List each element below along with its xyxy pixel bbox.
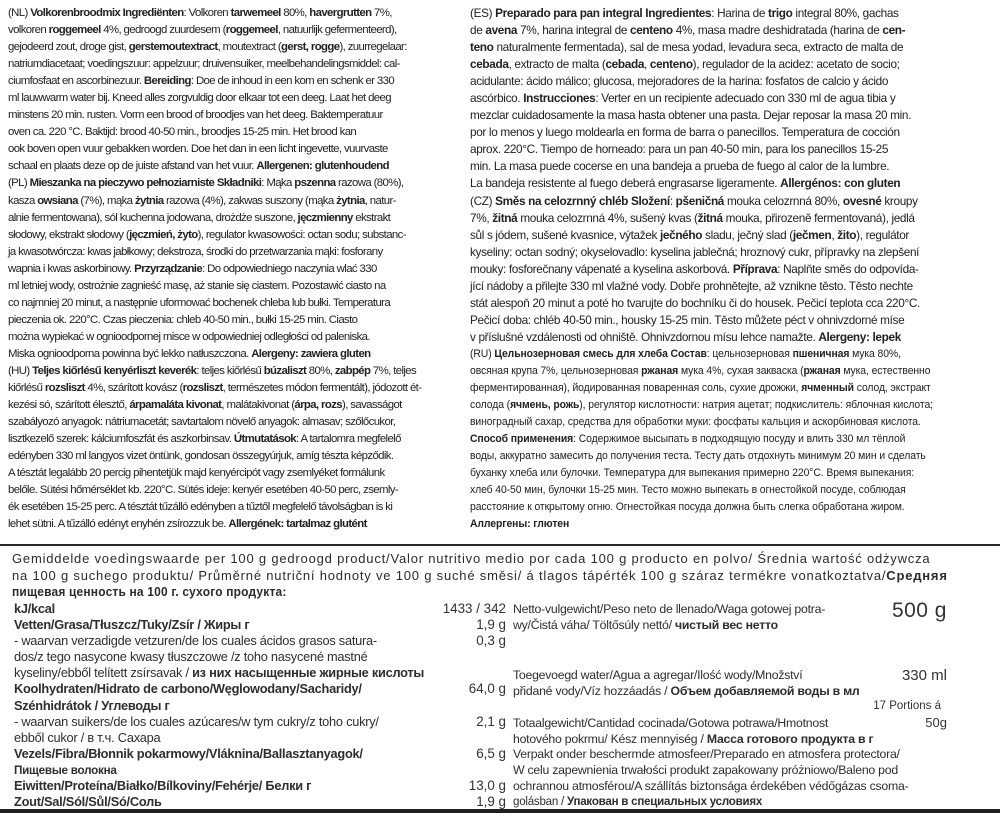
ingredients-text-line: расстояние к открытому огню. Огнестойкая посуда должна быть слегка обработана жиром. xyxy=(470,501,905,514)
ingredients-text-line: natriumdiacetaat; voedingszuur: appelzuur; druivensuiker, meelbehandelingsmiddel: cal- xyxy=(8,58,400,71)
nutrition-row-value: 1433 / 342 xyxy=(442,601,506,616)
nutrition-row-label xyxy=(14,633,425,681)
nutrition-label-line: ebből cukor / в т.ч. Сахара xyxy=(14,729,161,745)
net-weight-label-line: Netto-vulgewicht/Peso neto de llenado/Waga gotowej potra- xyxy=(513,602,826,616)
ingredients-text-line: Способ применения: Содержимое высыпать в подходящую посуду и влить 330 мл тёплой xyxy=(470,433,906,446)
ingredients-text-line: schaal en plaats deze op de juiste afstand van het vuur. Allergenen: glutenhoudend xyxy=(8,160,389,173)
ingredients-text-line: volkoren roggemeel 4%, gedroogd zuurdesem (roggemeel, natuurlijk gefermenteerd), xyxy=(8,24,397,37)
ingredients-text-line: овсяная крупа 7%, цельнозерновая ржаная мука 4%, сухая закваска (ржаная мука, естественно xyxy=(470,364,931,377)
net-weight-row xyxy=(513,601,947,633)
nutrition-row-label xyxy=(14,794,414,810)
nutrition-label-line: - waarvan verzadigde vetzuren/de los cuales ácidos grasos satura- xyxy=(14,633,377,649)
ingredients-text-line: kezési só, szárított élesztő, árpamaláta kivonat, malátakivonat (árpa, rozs), savasságot xyxy=(8,399,402,412)
ingredients-text-line: воды, аккуратно замесить до получения теста. Тесту дать отдохнуть минимум 20 мин и сделать xyxy=(470,450,926,463)
ingredients-text-line: lehet sütni. A tűzálló edényt enyhén zsírozzuk be. Allergének: tartalmaz glutént xyxy=(8,518,367,531)
ingredients-text-line: gejodeerd zout, droge gist, gerstemoutextract, moutextract (gerst, rogge), zuurregelaar: xyxy=(8,41,407,54)
ingredients-text-line: szabályozó anyagok: nátriumacetát; savtartalom növelő anyagok: almasav; szőlőcukor, xyxy=(8,416,396,429)
ingredients-text-line: minstens 20 min. rusten. Vorm een brood of broodjes van het deeg. Baktemperatuur xyxy=(8,109,383,122)
ingredients-text-line: acidulante: ácido málico; glucosa, mejoradores de la harina: fosfatos de calcio y ácido xyxy=(470,74,889,89)
ingredients-text-line: oven ca. 220 °C. Baktijd: brood 40-50 min., broodjes 15-25 min. Het brood kan xyxy=(8,126,357,139)
ingredients-text-line: por lo menos y luego moldearla en forma de barra o panecillos. Temperatura de cocción xyxy=(470,125,900,140)
nutrition-label-line: Vetten/Grasa/Tłuszcz/Tuky/Zsír / Жиры г xyxy=(14,617,250,633)
nutrition-label-line: Vezels/Fibra/Błonnik pokarmowy/Vláknina/Ballasztanyagok/ xyxy=(14,745,363,761)
nutrition-row-value: 1,9 g xyxy=(476,617,506,633)
total-weight-label xyxy=(513,715,873,747)
total-weight-label-line: Totaalgewicht/Cantidad cocinada/Gotowa potrawa/Hmotnost xyxy=(513,716,829,730)
nutrition-section xyxy=(0,549,1000,809)
bottom-border-rule xyxy=(0,809,1000,813)
ingredients-text-line: (ES) Preparado para pan integral Ingredientes: Harina de trigo integral 80%, gachas xyxy=(470,6,899,20)
nutrition-row-label xyxy=(14,617,414,633)
nutrition-row-salt xyxy=(14,794,506,810)
total-weight-value: 50g xyxy=(925,715,947,730)
nutrition-label-line: Пищевые волокна xyxy=(14,762,117,777)
ingredients-text-line: mouky: fosforečnany vápenaté a kyselina askorbová. Příprava: Naplňte směs do odpovída- xyxy=(470,261,919,276)
nutrition-row-sugars xyxy=(14,714,506,746)
ingredients-text-line: kiőrlésű rozsliszt 4%, szárított kovász (rozsliszt, természetes módon fermentált), jódozott ét- xyxy=(8,382,422,395)
ingredients-text-line: ja kwasotwórcza: kwas jabłkowy; dekstroza, środki do przetwarzania mąki: fosforany xyxy=(8,245,383,258)
nutrition-label-line: Szénhidrátok / Углеводы г xyxy=(14,697,170,713)
nutrition-row-label xyxy=(14,601,414,617)
ingredients-text-line: cebada, extracto de malta (cebada, centeno), regulador de la acidez: acetato de socio; xyxy=(470,57,900,72)
ingredients-text-line: wapnia i kwas askorbinowy. Przyrządzanie: Do odpowiedniego naczynia wlać 330 xyxy=(8,262,377,275)
added-water-value: 330 ml xyxy=(901,667,947,684)
nutrition-row-value: 64,0 g xyxy=(468,681,506,697)
net-weight-label xyxy=(513,601,825,633)
nutrition-label-line: - waarvan suikers/de los cuales azúcares/w tym cukry/z toho cukry/ xyxy=(14,713,379,729)
nutrition-label-line: Eiwitten/Proteína/Białko/Bílkoviny/Fehérje/ Белки г xyxy=(14,778,312,794)
nutrition-label-line: dos/z tego nasycone kwasy tłuszczowe /z toho nasycené mastné xyxy=(14,649,368,665)
ingredients-text-line: (RU) Цельнозерновая смесь для хлеба Состав: цельнозерновая пшеничная мука 80%, xyxy=(470,347,901,360)
ingredients-text-line: edényben 330 ml langyos vizet öntünk, gondosan összegyúrjuk, amíg tészta képződik. xyxy=(8,450,394,463)
ingredients-text-line: jící nádoby a přilejte 330 ml vlažné vody. Dobře prohnětejte, až vznikne těsto. Těsto nechte xyxy=(470,278,913,293)
ingredients-text-line: (PL) Mieszanka na pieczywo pełnoziarniste Składniki: Mąka pszenna razowa (80%), xyxy=(8,177,404,190)
ingredients-text-line: (CZ) Směs na celozrnný chléb Složení: pšeničná mouka celozrnná 80%, ovesné kroupy xyxy=(470,193,918,208)
nutrition-row-value: 0,3 g xyxy=(476,633,506,649)
ingredients-text-line: min. La masa puede cocerse en una bandeja a prueba de fuego al calor de la lumbre. xyxy=(470,159,890,174)
ingredients-text-line: ферментированная), йодированная поваренная соль, сухие дрожжи, ячменный солод, экстракт xyxy=(470,382,931,395)
nutrition-row-energy xyxy=(14,601,506,617)
nutrition-row-fibre xyxy=(14,746,506,778)
ingredients-text-line: ék esetében 15-25 perc. A tésztát tűzálló edényben a tűztől megfelelő távolságban is ki xyxy=(8,501,393,514)
nutrition-row-value: 1,9 g xyxy=(476,794,506,810)
ingredients-text-line: de avena 7%, harina integral de centeno 4%, masa madre deshidratada (harina de cen- xyxy=(470,23,906,38)
nutrition-row-value: 6,5 g xyxy=(476,745,506,761)
ingredients-text-line: 7%, žitná mouka celozrnná 4%, sušený kvas (žitná mouka, přirozeně fermentovaná), jedlá xyxy=(470,210,915,225)
nutrition-row-label xyxy=(14,746,414,778)
ingredients-text-line: pieczenia ok. 220°C. Czas pieczenia: chleb 40-50 min., bułki 15-25 min. Ciasto xyxy=(8,313,358,326)
ingredients-text-line: Pečicí doba: chléb 40-50 min., housky 15-25 min. Těsto můžete péct v ohnivzdorné míse xyxy=(470,312,905,327)
nutrition-label-line: kyseliny/ebből telített zsírsavak / из них насыщенные жирные кислоты xyxy=(14,665,425,681)
section-divider-rule xyxy=(0,544,1000,546)
ingredients-text-line: co najmniej 20 minut, a następnie uformować bochenek chleba lub bułki. Temperatura xyxy=(8,296,391,309)
added-water-label-line: Toegevoegd water/Agua a agregar/Ilość wody/Množství xyxy=(513,668,803,682)
ingredients-text-line: belőle. Sütési hőmérséklet kb. 220°C. Sütés ideje: kenyér esetében 40-50 perc, zsemly- xyxy=(8,484,399,497)
nutrition-header-line: Gemiddelde voedingswaarde per 100 g gedroogd product/Valor nutritivo medio por cada 100 g producto en polvo/ Średnia wartość odżywcza xyxy=(12,551,931,566)
packaging-note-line: Verpakt onder beschermde atmosfeer/Preparado en atmosfera protectora/ xyxy=(513,747,900,761)
ingredients-text-line: v příslušné vzdálenosti od ohniště. Ohnivzdornou mísu lehce namažte. Alergeny: lepek xyxy=(470,329,901,344)
ingredients-text-line: Аллергены: глютен xyxy=(470,518,570,531)
nutrition-header-line: пищевая ценность на 100 г. сухого продукта: xyxy=(12,585,287,600)
ingredients-text-line: Miska ognioodporna powinna być lekko natłuszczona. Alergeny: zawiera gluten xyxy=(8,347,371,360)
nutrition-row-label xyxy=(14,778,414,794)
packaging-note-line: ochrannou atmosférou/A szállítás biztonsága érdekében védőgázas csoma- xyxy=(513,778,909,793)
ingredients-text-line: ascórbico. Instrucciones: Verter en un recipiente adecuado con 330 ml de agua tibia y xyxy=(470,91,896,106)
nutrition-row-value: 2,1 g xyxy=(476,713,506,729)
ingredients-text-line: (HU) Teljes kiőrlésű kenyérliszt keverék: teljes kiőrlésű búzaliszt 80%, zabpép 7%, teljes xyxy=(8,364,417,377)
packaging-note-line: W celu zapewnienia trwałości produkt zapakowany próżniowo/Baleno pod xyxy=(513,762,898,777)
total-weight-label-line: hotového pokrmu/ Kész mennyiség / Масса готового продукта в г xyxy=(513,732,874,746)
ingredients-text-line: alnie fermentowana), sól kuchenna jodowana, drożdże suszone, jęczmienny ekstrakt xyxy=(8,211,391,224)
ingredients-text-line: ook boven open vuur gebakken worden. Doe het dan in een licht ingevette, vuurvaste xyxy=(8,143,388,156)
net-weight-label-line: wy/Čistá váha/ Töltősúly nettó/ чистый вес нетто xyxy=(513,618,778,632)
packaging-note-row xyxy=(513,747,947,810)
ingredients-text-line: солода (ячмень, рожь), регулятор кислотности: натрия ацетат; подкислитель: яблочная кислота; xyxy=(470,399,933,412)
nutrition-row-value: 13,0 g xyxy=(468,778,506,794)
added-water-label xyxy=(513,667,860,699)
nutrition-table xyxy=(14,601,506,810)
packaging-note-line: golásban / Упакован в специальных условиях xyxy=(513,794,763,809)
nutrition-header xyxy=(12,550,996,602)
ingredients-text-line: aprox. 220°C. Tiempo de horneado: para un pan 40-50 min, para los panecillos 15-25 xyxy=(470,142,889,157)
nutrition-row-fat xyxy=(14,617,506,633)
portions-note: 17 Portions á xyxy=(873,700,941,712)
net-weight-value: 500 g xyxy=(891,599,947,622)
nutrition-label-line: kJ/kcal xyxy=(14,601,55,616)
added-water-row xyxy=(513,667,947,699)
nutrition-row-carbohydrate xyxy=(14,681,506,713)
packaging-note-label xyxy=(513,747,908,810)
nutrition-label-line: Koolhydraten/Hidrato de carbono/Węglowodany/Sacharidy/ xyxy=(14,681,362,697)
ingredients-text-line: kyseliny: octan sodný; okyselovadlo: kyselina jablečná; hroznový cukr, přípravky na zlepšení xyxy=(470,244,920,259)
ingredients-text-line: виноградный сахар, средства для обработки муки: фосфаты кальция и аскорбиновая кислота. xyxy=(470,416,921,429)
ingredients-column-left xyxy=(8,5,462,533)
added-water-label-line: přidané vody/Víz hozzáadás / Объем добавляемой воды в мл xyxy=(513,684,860,698)
ingredients-text-line: ml lauwwarm water bij. Kneed alles zorgvuldig door elkaar tot een deeg. Laat het deeg xyxy=(8,92,391,105)
ingredients-text-line: La bandeja resistente al fuego deberá engrasarse ligeramente. Allergénos: con gluten xyxy=(470,176,901,191)
ingredients-text-line: A tésztát legalább 20 percig pihentetjük majd kenyércipót vagy zsemlyéket formálunk xyxy=(8,467,385,480)
ingredients-text-line: kasza owsiana (7%), mąka żytnia razowa (4%), zakwas suszony (mąka żytnia, natur- xyxy=(8,194,396,207)
total-weight-row xyxy=(513,715,947,747)
nutrition-right-column xyxy=(513,601,947,809)
ingredients-text-line: lisztkezelő szerek: kálciumfoszfát és aszkorbinsav. Útmutatások: A tartalomra megfelelő xyxy=(8,433,401,446)
ingredients-text-line: буханку хлеба или булочки. Температура для выпекания примерно 220°C. Время выпекания: xyxy=(470,467,915,480)
nutrition-row-label xyxy=(14,714,414,746)
nutrition-row-label xyxy=(14,681,414,713)
ingredients-text-line: można wypiekać w ognioodpornej misce w odpowiedniej odległości od paleniska. xyxy=(8,330,370,343)
ingredients-text-line: teno naturalmente fermentada), sal de mesa yodad, levadura seca, extracto de malta de xyxy=(470,40,904,55)
ingredients-text-line: słodowy, ekstrakt słodowy (jęczmień, żyto), regulator kwasowości: octan sodu; substanc- xyxy=(8,228,406,241)
ingredients-text-line: ciumfosfaat en ascorbinezuur. Bereiding: Doe de inhoud in een kom en schenk er 330 xyxy=(8,75,395,88)
ingredients-text-line: хлеб 40-50 мин, булочки 15-25 мин. Тесто можно выпекать в огнестойкой посуде, соблюдая xyxy=(470,484,906,497)
ingredients-text-line: ml letniej wody, ostrożnie zagnieść masę, aż stanie się ciastem. Pozostawić ciasto na xyxy=(8,279,386,292)
nutrition-header-line: na 100 g suchego produktu/ Průměrné nutriční hodnoty ve 100 g suché směsi/ á tlagos tápérték 100 g száraz termékre vonatkoztatva/Средняя xyxy=(12,568,948,584)
nutrition-row-saturates xyxy=(14,633,506,681)
ingredients-column-right xyxy=(470,5,996,533)
ingredients-text-line: sůl s jódem, sušené kvasnice, výtažek ječného sladu, ječný slad (ječmen, žito), regulátor xyxy=(470,227,909,242)
nutrition-row-protein xyxy=(14,778,506,794)
nutrition-label-line: Zout/Sal/Sól/Sůl/Só/Соль xyxy=(14,794,162,810)
ingredients-text-line: stát alespoň 20 minut a poté ho tvarujte do bochníku či do housek. Pečicí teplota cca 220°C. xyxy=(470,295,920,310)
ingredients-text-line: mezclar cuidadosamente la masa hasta obtener una pasta. Dejar reposar la masa 20 min. xyxy=(470,108,912,123)
ingredients-text-line: (NL) Volkorenbroodmix Ingrediënten: Volkoren tarwemeel 80%, havergrutten 7%, xyxy=(8,7,392,19)
